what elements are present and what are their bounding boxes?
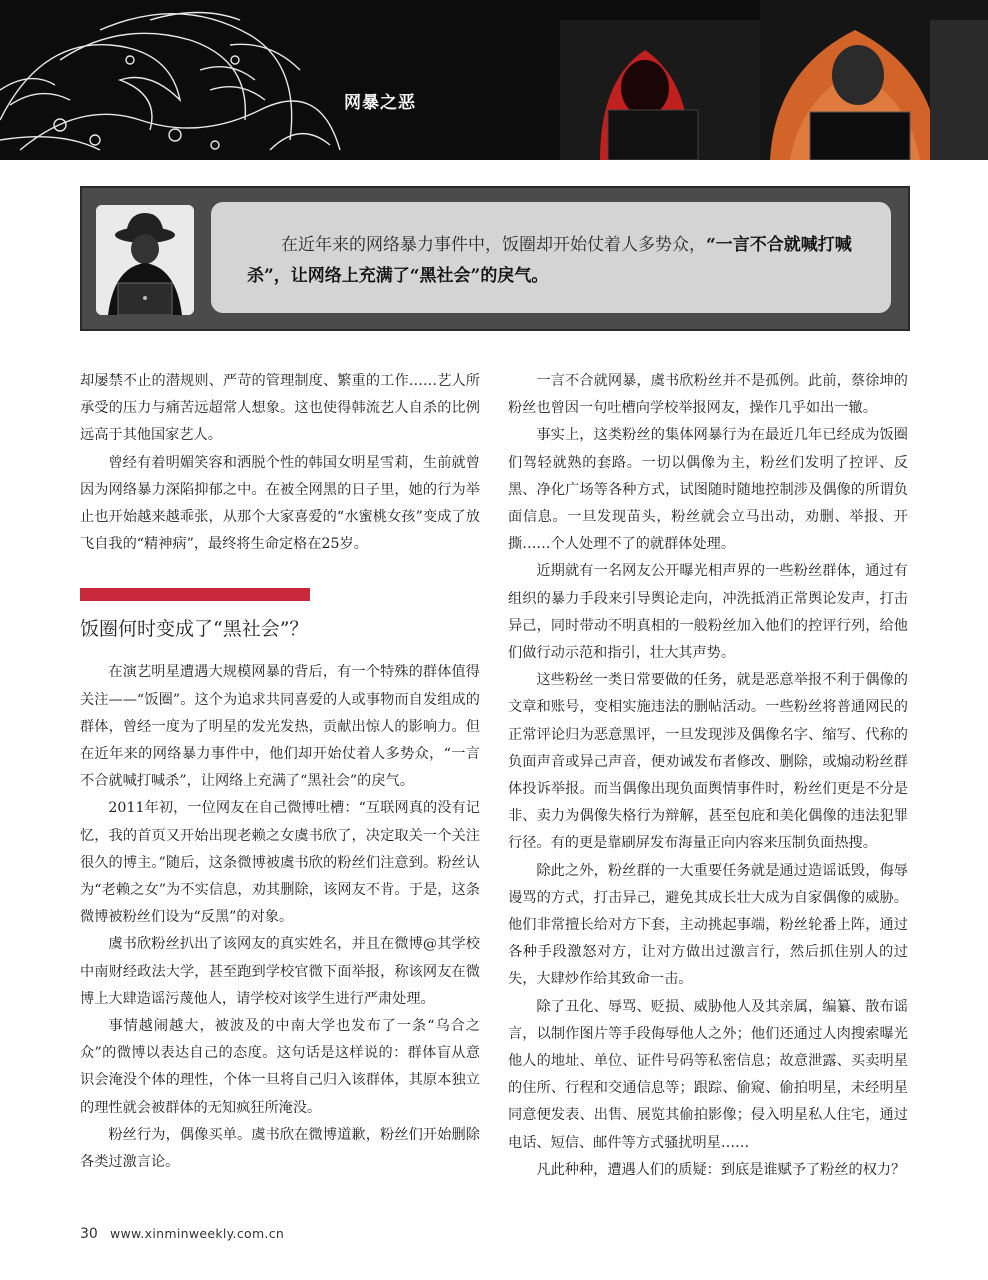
body-paragraph: 这些粉丝一类日常要做的任务，就是恶意举报不利于偶像的文章和账号，变相实施违法的删帖活动。一些粉丝将普通网民的正常评论归为恶意黑评，一旦发现涉及偶像名字、缩写、代称的负面声音或异己声音，便劝诫发布者修改、删除，或煽动粉丝群体投诉举报。而当偶像出现负面舆情事件时，粉丝们更是不分是非、卖力为偶像失格行为辩解，甚至包庇和美化偶像的违法犯罪行径。有的更是靠刷屏发布海量正向内容来压制负面热搜。: [508, 672, 908, 852]
header-banner: [0, 0, 988, 160]
body-paragraph: 事实上，这类粉丝的集体网暴行为在最近几年已经成为饭圈们驾轻就熟的套路。一切以偶像为主，粉丝们发明了控评、反黑、净化广场等各种方式，试图随时随地控制涉及偶像的所谓负面信息。一旦发现苗头，粉丝就会立马出动，劝删、举报、开撕……个人处理不了的就群体处理。: [508, 427, 908, 553]
page-footer: [80, 1226, 284, 1242]
pull-quote-text: [247, 230, 867, 292]
page-number: 30: [80, 1226, 98, 1242]
section-accent-bar: [80, 588, 310, 601]
red-hacker-illustration: [560, 20, 760, 160]
body-paragraph: 2011年初，一位网友在自己微博吐槽：“互联网真的没有记忆，我的首页又开始出现老赖之女虞书欣了，决定取关一个关注很久的博主。”随后，这条微博被虞书欣的粉丝们注意到。粉丝认为“老赖之女”为不实信息，劝其删除，该网友不肯。于是，这条微博被粉丝们设为“反黑”的对象。: [80, 800, 480, 926]
body-paragraph: 凡此种种，遭遇人们的质疑：到底是谁赋予了粉丝的权力？: [536, 1161, 906, 1178]
body-paragraph: 却屡禁不止的潜规则、严苛的管理制度、繁重的工作……艺人所承受的压力与痛苦远超常人想象。这也使得韩流艺人自杀的比例远高于其他国家艺人。: [80, 373, 480, 444]
hacker-thumbnail: [96, 205, 194, 315]
banner-illustration: [0, 0, 988, 160]
body-paragraph: 近期就有一名网友公开曝光相声界的一些粉丝群体，通过有组织的暴力手段来引导舆论走向，冲洗抵消正常舆论发声，打击异己，同时带动不明真相的一般粉丝加入他们的控评行列，给他们做行动示范和指引，壮大其声势。: [508, 563, 908, 662]
body-paragraph: 粉丝行为，偶像买单。虞书欣在微博道歉，粉丝们开始删除各类过激言论。: [80, 1126, 480, 1171]
left-column: [80, 368, 480, 1176]
body-paragraph: 事情越闹越大，被波及的中南大学也发布了一条“乌合之众”的微博以表达自己的态度。这句话是这样说的：群体盲从意识会淹没个体的理性，个体一旦将自己归入该群体，其原本独立的理性就会被群体的无知疯狂所淹没。: [80, 1018, 480, 1116]
pull-quote-panel: [211, 202, 891, 313]
body-paragraph: 曾经有着明媚笑容和洒脱个性的韩国女明星雪莉，生前就曾因为网络暴力深陷抑郁之中。在被全网黑的日子里，她的行为举止也开始越来越乖张，从那个大家喜爱的“水蜜桃女孩”变成了放飞自我的“精神病”，最终将生命定格在25岁。: [80, 454, 480, 553]
body-paragraph: 除此之外，粉丝群的一大重要任务就是通过造谣诋毁，侮辱谩骂的方式，打击异己，避免其成长壮大成为自家偶像的威胁。他们非常擅长给对方下套，主动挑起事端，粉丝轮番上阵，通过各种手段激怒对方，让对方做出过激言行，然后抓住别人的过失，大肆炒作给其致命一击。: [508, 862, 908, 988]
orange-hacker-illustration: [760, 0, 988, 160]
right-column: [508, 368, 908, 1184]
pull-quote-emphasis: “一言不合就喊打喊杀”，让网络上充满了“黑社会”的戾气。: [247, 235, 852, 286]
body-paragraph: 除了丑化、辱骂、贬损、威胁他人及其亲属，编纂、散布谣言，以制作图片等手段侮辱他人之外；他们还通过人肉搜索曝光他人的地址、单位、证件号码等私密信息；故意泄露、买卖明星的住所、行程和交通信息等；跟踪、偷窥、偷拍明星，未经明星同意便发表、出售、展览其偷拍影像；侵入明星私人住宅，通过电话、短信、邮件等方式骚扰明星……: [508, 998, 908, 1151]
wave-illustration: [0, 13, 340, 151]
section-heading: 饭圈何时变成了“黑社会”？: [80, 618, 309, 641]
website-link[interactable]: www.xinminweekly.com.cn: [109, 1226, 285, 1241]
body-paragraph: 一言不合就网暴，虞书欣粉丝并不是孤例。此前，蔡徐坤的粉丝也曾因一句吐槽向学校举报网友，操作几乎如出一辙。: [508, 373, 908, 417]
pull-quote-box: [80, 186, 910, 331]
body-paragraph: 虞书欣粉丝扒出了该网友的真实姓名，并且在微博@其学校中南财经政法大学，甚至跑到学校官微下面举报，称该网友在微博上大肆造谣污蔑他人，请学校对该学生进行严肃处理。: [80, 936, 480, 1007]
pull-quote-plain: 在近年来的网络暴力事件中，饭圈却开始仗着人多势众，: [281, 235, 706, 255]
hacker-icon: [96, 205, 194, 315]
banner-title: 网暴之恶: [344, 93, 416, 113]
body-paragraph: 在演艺明星遭遇大规模网暴的背后，有一个特殊的群体值得关注——“饭圈”。这个为追求共同喜爱的人或事物而自发组成的群体，曾经一度为了明星的发光发热，贡献出惊人的影响力。但在近年来的网络暴力事件中，他们却开始仗着人多势众，“一言不合就喊打喊杀”，让网络上充满了“黑社会”的戾气。: [80, 664, 480, 790]
